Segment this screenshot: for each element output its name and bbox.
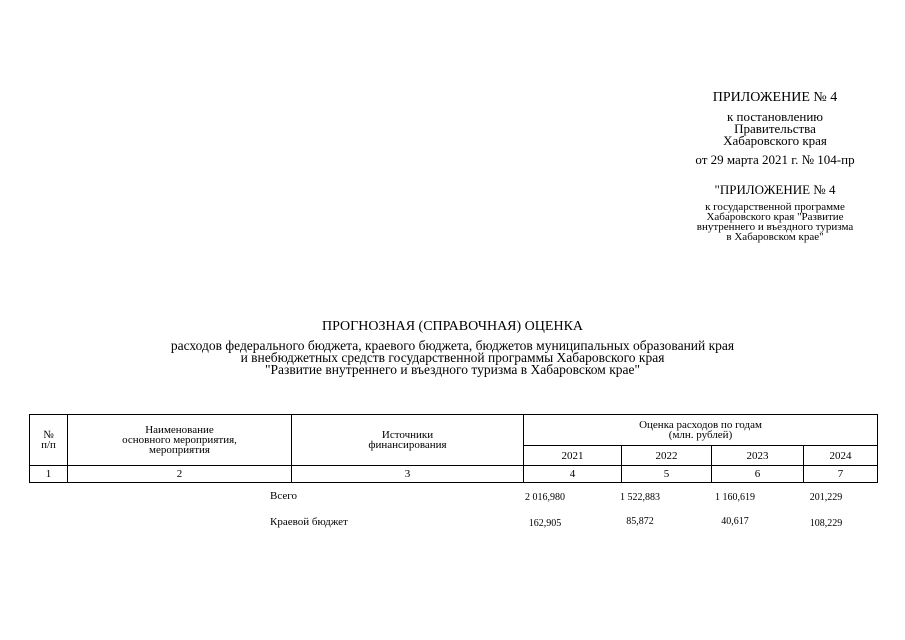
appendix-title: ПРИЛОЖЕНИЕ № 4	[712, 90, 838, 105]
appendix-date: от 29 марта 2021 г. № 104-пр	[695, 152, 855, 167]
expense-table-header	[29, 414, 878, 483]
row-total-2024: 201,229	[809, 492, 843, 503]
column-index-7: 7	[804, 466, 878, 483]
row-regional-2021: 162,905	[528, 518, 562, 529]
header-number-cell	[30, 415, 68, 466]
header-source-line-1: Источники	[381, 429, 434, 441]
header-name-cell	[68, 415, 292, 466]
program-appendix-line-1: к государственной программе	[705, 201, 845, 213]
column-index-6: 6	[712, 466, 804, 483]
row-regional-label: Краевой бюджет	[270, 516, 348, 528]
appendix-line-3: Хабаровского края	[723, 133, 827, 148]
column-index-3: 3	[292, 466, 524, 483]
program-appendix-reference	[660, 202, 890, 242]
row-total-2023: 1 160,619	[715, 492, 755, 503]
header-number-line-2: п/п	[41, 439, 56, 451]
program-appendix-line-3: внутреннего и въездного туризма	[696, 221, 854, 233]
column-index-2: 2	[68, 466, 292, 483]
row-total-label: Всего	[270, 490, 297, 502]
header-estimate-line-1: Оценка расходов по годам	[639, 419, 762, 431]
document-title: ПРОГНОЗНАЯ (СПРАВОЧНАЯ) ОЦЕНКА	[321, 319, 584, 334]
document-subtitle	[0, 340, 905, 376]
column-index-4: 4	[524, 466, 622, 483]
header-source-line-2: финансирования	[368, 439, 447, 451]
row-total-2022: 1 522,883	[620, 492, 660, 503]
program-appendix-title: "ПРИЛОЖЕНИЕ № 4	[714, 182, 836, 197]
subtitle-line-2: и внебюджетных средств государственной программы Хабаровского края	[240, 350, 665, 365]
header-number-line-1: №	[43, 429, 54, 441]
appendix-reference	[660, 111, 890, 147]
header-name-line-3: мероприятия	[149, 444, 210, 456]
subtitle-line-3: "Развитие внутреннего и въездного туризма в Хабаровском крае"	[264, 362, 641, 377]
column-index-1: 1	[30, 466, 68, 483]
header-estimate-line-2: (млн. рублей)	[668, 429, 733, 441]
appendix-line-2: Правительства	[734, 121, 816, 136]
program-appendix-line-4: в Хабаровском крае"	[726, 231, 824, 243]
row-regional-2023: 40,617	[721, 516, 749, 527]
header-year-2024: 2024	[804, 446, 878, 466]
row-regional-2022: 85,872	[626, 516, 654, 527]
row-regional-2024: 108,229	[809, 518, 843, 529]
header-name-line-1: Наименование	[145, 424, 214, 436]
appendix-line-1: к постановлению	[726, 109, 824, 124]
subtitle-line-1: расходов федерального бюджета, краевого бюджета, бюджетов муниципальных образований края	[170, 338, 735, 353]
header-estimate-cell	[524, 415, 878, 446]
column-index-5: 5	[622, 466, 712, 483]
header-source-cell	[292, 415, 524, 466]
row-total-2021: 2 016,980	[525, 492, 565, 503]
header-year-2022: 2022	[622, 446, 712, 466]
program-appendix-line-2: Хабаровского края "Развитие	[706, 211, 844, 223]
header-name-line-2: основного мероприятия,	[122, 434, 237, 446]
header-year-2023: 2023	[712, 446, 804, 466]
header-year-2021: 2021	[524, 446, 622, 466]
